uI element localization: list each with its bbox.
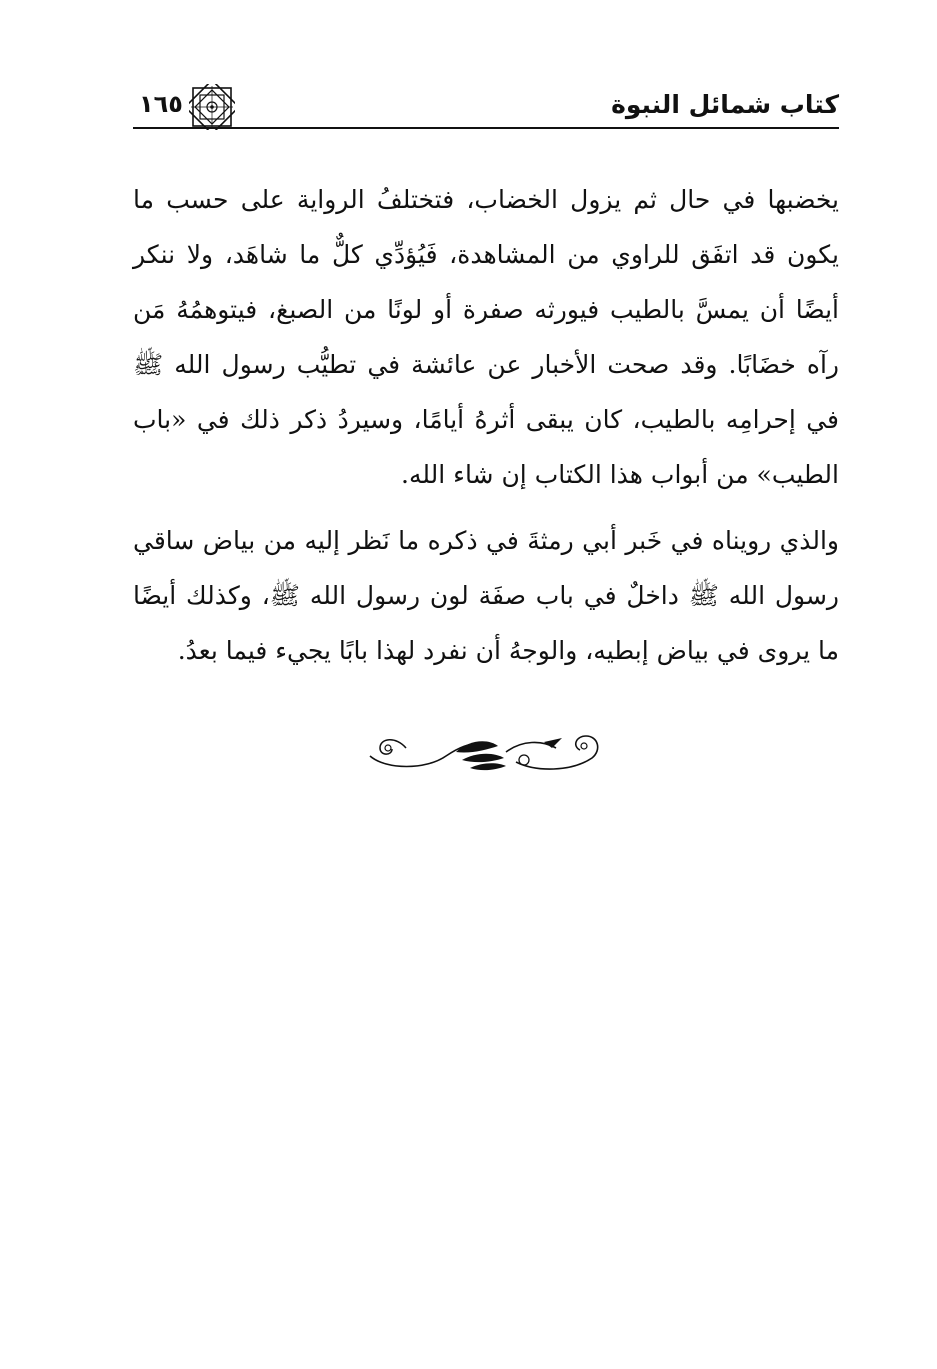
page-header [133, 84, 839, 130]
header-rule [133, 127, 839, 129]
paragraph-2: والذي رويناه في خَبر أبي رمثةَ في ذكره ما نَظر إليه من بياض ساقي رسول الله ﷺ داخلٌ في باب صفَة لون رسول الله ﷺ، وكذلك أيضًا ما يروى في بياض إبطيه، والوجهُ أن نفرد لهذا بابًا يجيء فيما بعدُ. [133, 526, 839, 665]
body-text [133, 172, 839, 678]
page-number: ١٦٥ [139, 90, 183, 118]
paragraph-1: يخضبها في حال ثم يزول الخضاب، فتختلفُ الرواية على حسب ما يكون قد اتفَق للراوي من المشاهدة، فَيُؤدِّي كلٌّ ما شاهَد، ولا ننكر أيضًا أن يمسَّ بالطيب فيورثه صفرة أو لونًا من الصبغ، فيتوهمُهُ مَن رآه خضَابًا. وقد صحت الأخبار عن عائشة في تطيُّب رسول الله ﷺ في إحرامِه بالطيب، كان يبقى أثرهُ أيامًا، وسيردُ ذكر ذلك في «باب الطيب» من أبواب هذا الكتاب إن شاء الله. [133, 185, 839, 489]
book-title: كتاب شمائل النبوة [611, 90, 839, 119]
geometric-star-ornament-icon [189, 84, 235, 130]
floral-flourish-icon [366, 726, 606, 776]
